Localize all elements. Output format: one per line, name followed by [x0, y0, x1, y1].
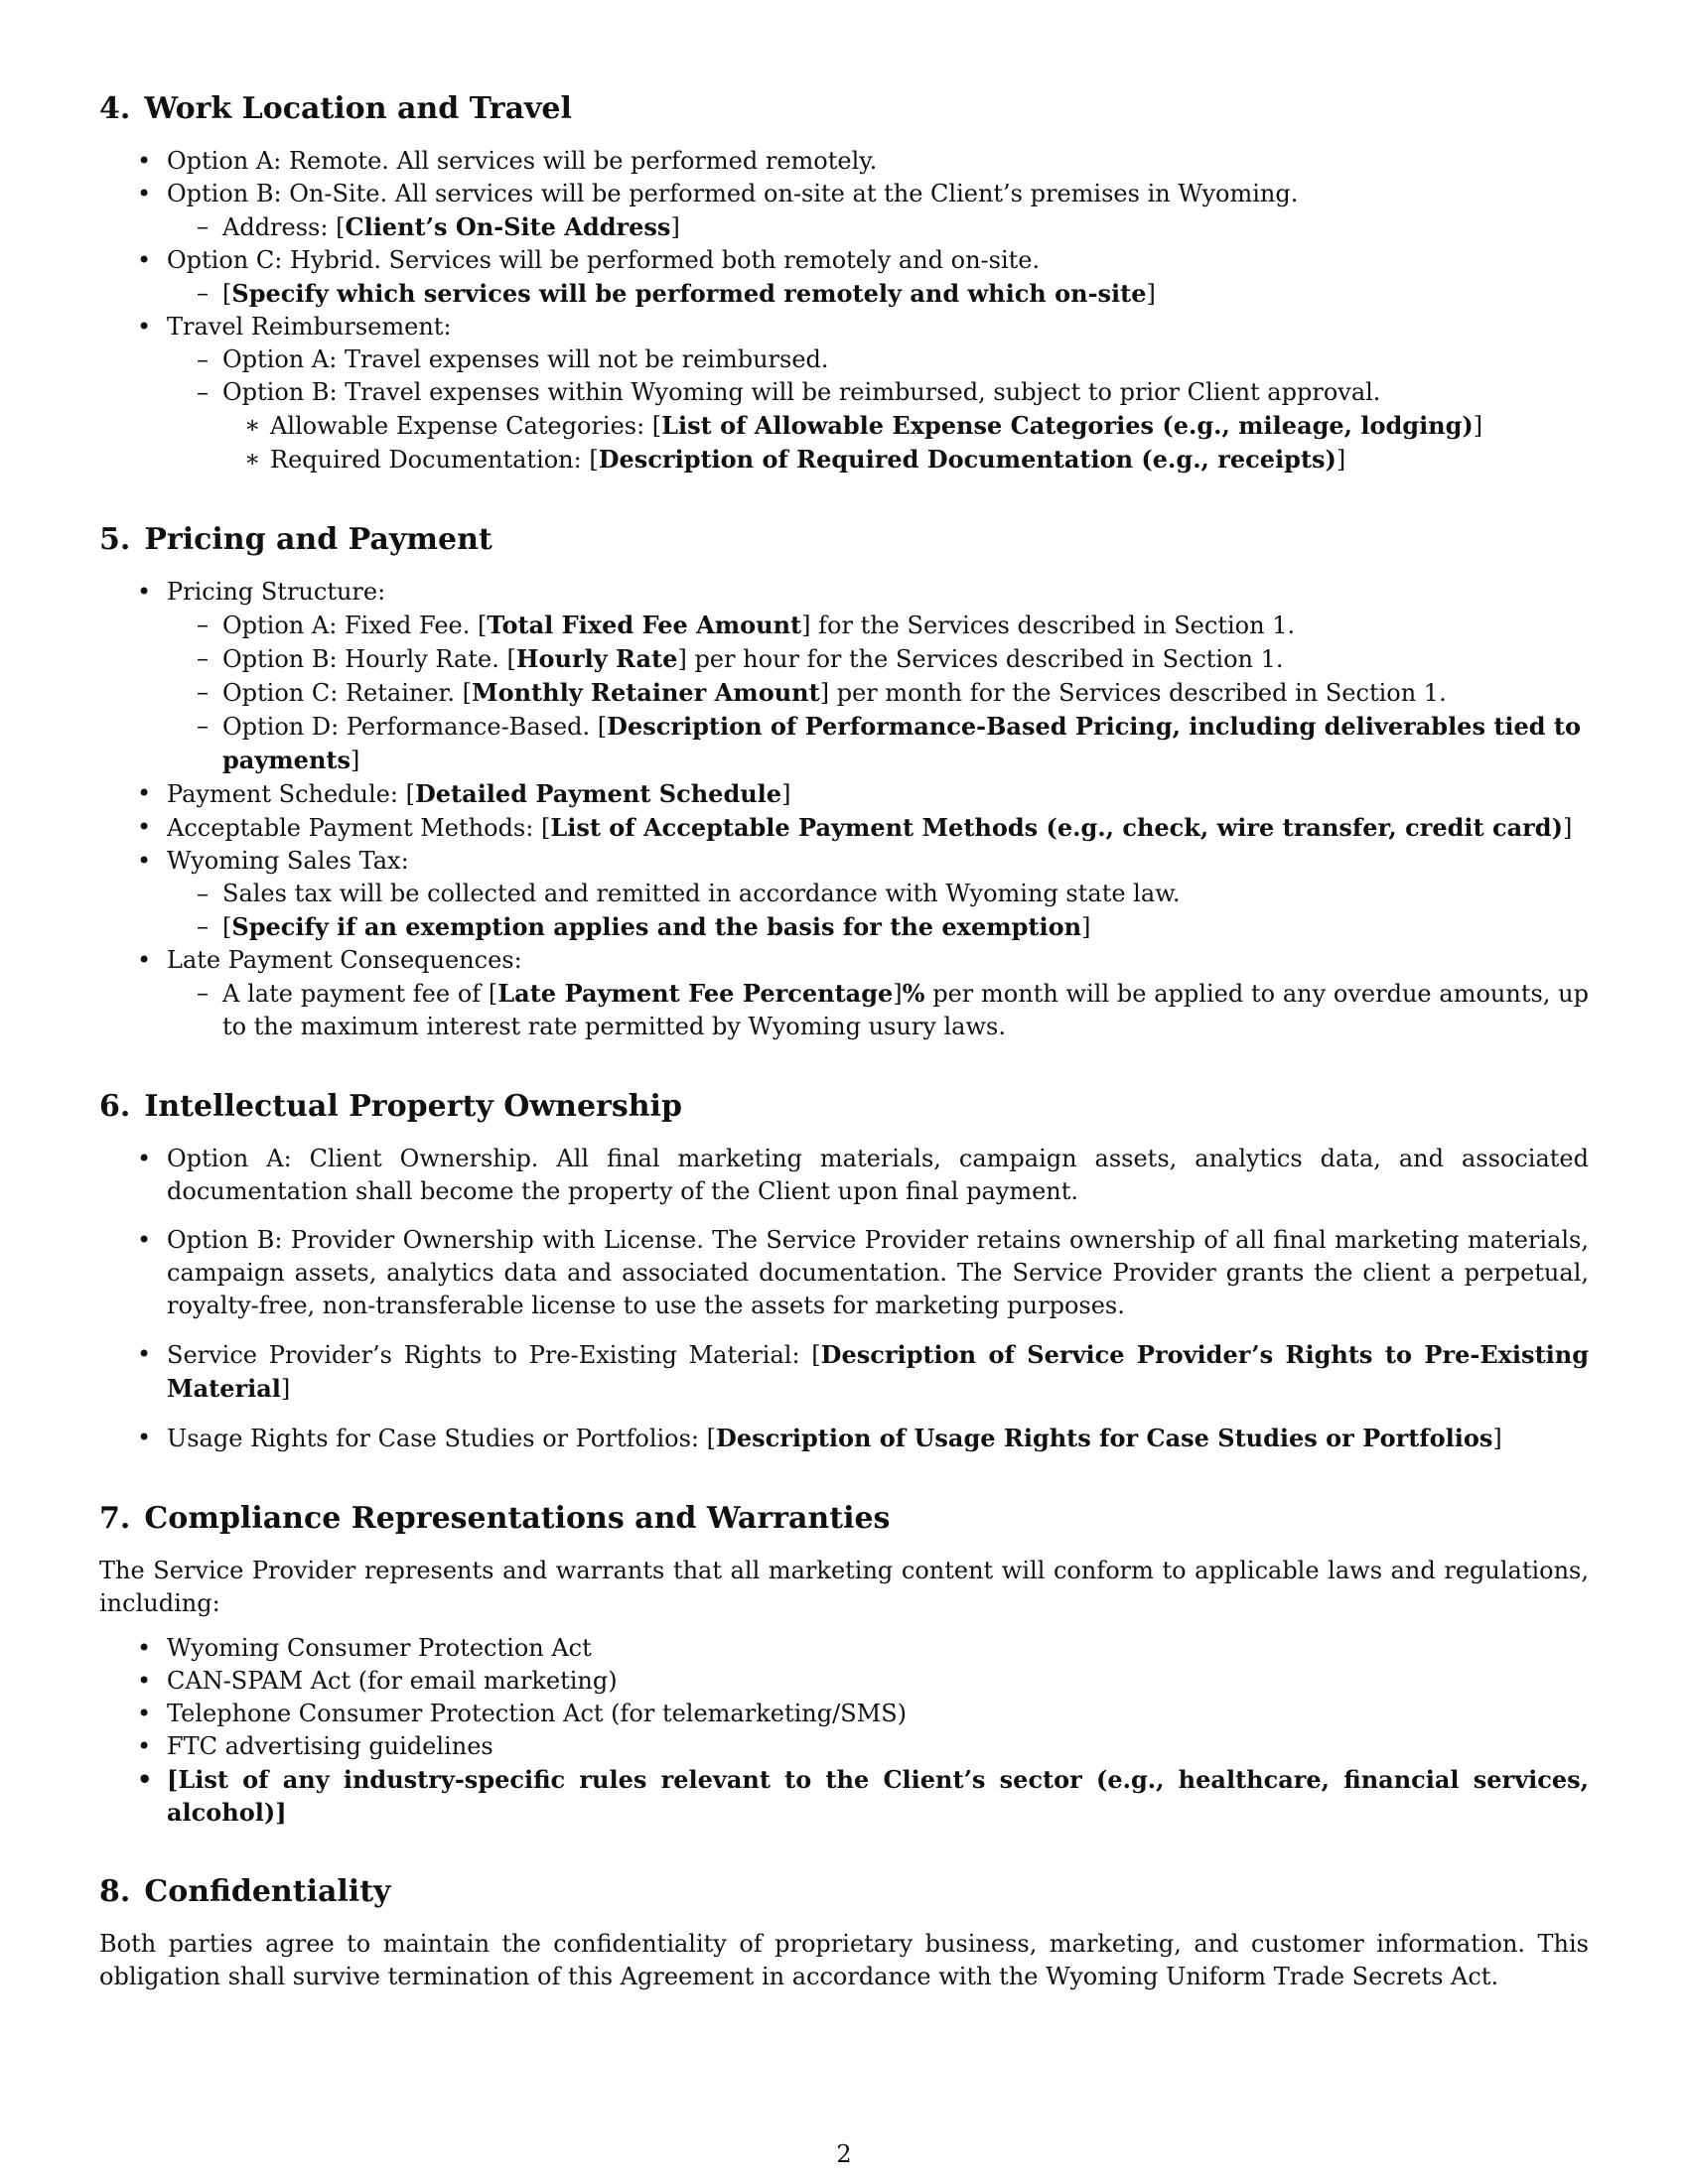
sub-list	[167, 609, 1589, 777]
list-item	[99, 311, 1589, 477]
section-work-location	[99, 91, 1589, 477]
section-title: Intellectual Property Ownership	[144, 1089, 682, 1124]
section-title: Compliance Representations and Warranties	[144, 1501, 891, 1536]
list-item-text: Wyoming Sales Tax:	[167, 847, 409, 875]
bullet-list	[99, 1143, 1589, 1455]
list-item-text: Option C: Hybrid. Services will be performed both remotely and on-site.	[167, 246, 1041, 274]
placeholder-field: Client’s On-Site Address	[345, 212, 671, 241]
sub-list	[167, 977, 1589, 1043]
section-heading	[99, 1874, 1589, 1910]
section-number: 5.	[99, 522, 131, 557]
sub-list-item: – Address: [Client’s On-Site Address]	[167, 210, 1589, 244]
list-item: • Acceptable Payment Methods: [List of Acceptable Payment Methods (e.g., check, wire transfer, credit card)]	[99, 811, 1589, 845]
sub-list-item: – Option A: Fixed Fee. [Total Fixed Fee Amount] for the Services described in Section 1.	[167, 609, 1589, 642]
list-item: • Service Provider’s Rights to Pre-Existing Material: [Description of Service Provider’s Rights to Pre-Existing Material]	[99, 1338, 1589, 1406]
section-heading	[99, 522, 1589, 558]
placeholder-field: Description of Usage Rights for Case Studies or Portfolios	[716, 1424, 1493, 1452]
placeholder-field: List of Acceptable Payment Methods (e.g., check, wire transfer, credit card)	[550, 813, 1563, 842]
section-heading	[99, 91, 1589, 127]
sub-sub-list-item: ∗ Allowable Expense Categories: [List of Allowable Expense Categories (e.g., mileage, lodging)]	[222, 409, 1589, 443]
sub-list	[167, 210, 1589, 244]
placeholder-field: List of any industry-specific rules relevant to the Client’s sector (e.g., healthcare, financial services, alcohol)	[167, 1765, 1589, 1827]
item-label: Required Documentation:	[270, 446, 590, 474]
sub-sub-list-item: ∗ Required Documentation: [Description of Required Documentation (e.g., receipts)]	[222, 443, 1589, 477]
list-item-text: Option B: Travel expenses within Wyoming will be reimbursed, subject to prior Client approval.	[222, 378, 1381, 406]
section-number: 8.	[99, 1874, 131, 1909]
bullet-list	[99, 145, 1589, 477]
sub-sub-list	[222, 409, 1589, 477]
placeholder-field: Specify if an exemption applies and the basis for the exemption	[231, 912, 1082, 941]
percent-sign: %	[902, 979, 925, 1008]
list-item	[99, 576, 1589, 777]
item-label: Usage Rights for Case Studies or Portfolios:	[167, 1425, 707, 1452]
item-text: for the Services described in Section 1.	[810, 612, 1296, 639]
list-item-text: Option B: On-Site. All services will be performed on-site at the Client’s premises in Wyoming.	[167, 180, 1299, 207]
placeholder-field: List of Allowable Expense Categories (e.g., mileage, lodging)	[661, 411, 1474, 440]
bullet-list	[99, 576, 1589, 1043]
list-item: • Option B: Provider Ownership with License. The Service Provider retains ownership of all final marketing materials, campaign assets, analytics data and associated documentation. The Service Provider grants the client a perpetual, royalty-free, non-transferable license to use the assets for marketing purposes.	[99, 1224, 1589, 1322]
list-item: • Option A: Client Ownership. All final marketing materials, campaign assets, analytics data, and associated documentation shall become the property of the Client upon final payment.	[99, 1143, 1589, 1208]
list-item-text: Pricing Structure:	[167, 578, 386, 606]
item-label: Payment Schedule:	[167, 780, 406, 808]
section-intellectual-property	[99, 1089, 1589, 1455]
placeholder-field: Detailed Payment Schedule	[414, 779, 782, 808]
item-label: A late payment fee of	[222, 980, 489, 1008]
section-title: Work Location and Travel	[144, 91, 572, 126]
placeholder-field: Total Fixed Fee Amount	[487, 611, 802, 639]
sub-list-item: – Option B: Hourly Rate. [Hourly Rate] per hour for the Services described in Section 1.	[167, 642, 1589, 676]
placeholder-field: Description of Service Provider’s Rights to Pre-Existing Material	[167, 1340, 1589, 1403]
placeholder-field: Late Payment Fee Percentage	[497, 979, 894, 1008]
list-item: • Wyoming Consumer Protection Act	[99, 1632, 1589, 1665]
sub-list-item: – Sales tax will be collected and remitted in accordance with Wyoming state law.	[167, 878, 1589, 910]
section-confidentiality	[99, 1874, 1589, 1993]
item-text: per month will be applied to any overdue amounts, up to the maximum interest rate permitted by Wyoming usury laws.	[222, 980, 1589, 1040]
list-item: • CAN-SPAM Act (for email marketing)	[99, 1665, 1589, 1698]
sub-list-item: – Option A: Travel expenses will not be reimbursed.	[167, 343, 1589, 376]
item-text: per month for the Services described in Section 1.	[829, 679, 1447, 707]
section-title: Pricing and Payment	[144, 522, 492, 557]
item-label: Address:	[222, 213, 337, 241]
placeholder-field: Description of Performance-Based Pricing, including deliverables tied to payments	[222, 712, 1582, 774]
list-item	[99, 244, 1589, 311]
section-number: 6.	[99, 1089, 131, 1124]
list-item	[99, 944, 1589, 1043]
section-heading	[99, 1501, 1589, 1537]
page-number: 2	[836, 2140, 852, 2168]
document-page	[99, 91, 1589, 2039]
sub-list-item: – [Specify if an exemption applies and the basis for the exemption]	[167, 910, 1589, 944]
section-body: Both parties agree to maintain the confidentiality of proprietary business, marketing, and customer information. This obligation shall survive termination of this Agreement in accordance with the Wyoming Uniform Trade Secrets Act.	[99, 1930, 1589, 1990]
list-item-text: Late Payment Consequences:	[167, 946, 522, 974]
sub-list-item: – A late payment fee of [Late Payment Fee Percentage]% per month will be applied to any overdue amounts, up to the maximum interest rate permitted by Wyoming usury laws.	[167, 977, 1589, 1043]
list-item	[99, 845, 1589, 944]
sub-list	[167, 277, 1589, 311]
list-item-text: Travel Reimbursement:	[167, 313, 452, 341]
section-title: Confidentiality	[144, 1874, 391, 1909]
list-item: • Usage Rights for Case Studies or Portfolios: [Description of Usage Rights for Case Studies or Portfolios]	[99, 1422, 1589, 1455]
placeholder-field: Specify which services will be performed remotely and which on-site	[231, 279, 1147, 308]
list-item: • Payment Schedule: [Detailed Payment Schedule]	[99, 777, 1589, 811]
section-pricing-payment	[99, 522, 1589, 1043]
list-item: • [List of any industry-specific rules relevant to the Client’s sector (e.g., healthcare, financial services, alcohol)]	[99, 1763, 1589, 1829]
section-compliance	[99, 1501, 1589, 1829]
sub-list-item	[167, 376, 1589, 477]
section-intro: The Service Provider represents and warrants that all marketing content will conform to applicable laws and regulations, including:	[99, 1557, 1589, 1617]
sub-list-item: – Option C: Retainer. [Monthly Retainer Amount] per month for the Services described in Section 1.	[167, 676, 1589, 710]
item-label: Option D: Performance-Based.	[222, 713, 598, 741]
list-item	[99, 178, 1589, 244]
list-item: • Option A: Remote. All services will be performed remotely.	[99, 145, 1589, 178]
item-label: Allowable Expense Categories:	[270, 412, 652, 440]
sub-list	[167, 878, 1589, 944]
placeholder-field: Description of Required Documentation (e.g., receipts)	[598, 445, 1336, 474]
item-label: Service Provider’s Rights to Pre-Existing Material:	[167, 1341, 812, 1369]
section-number: 4.	[99, 91, 131, 126]
placeholder-field: Hourly Rate	[515, 644, 678, 673]
item-label: Option C: Retainer.	[222, 679, 463, 707]
sub-list	[167, 343, 1589, 477]
item-label: Option A: Fixed Fee.	[222, 612, 479, 639]
sub-list-item: – [Specify which services will be performed remotely and which on-site]	[167, 277, 1589, 311]
item-label: Option B: Hourly Rate.	[222, 645, 507, 673]
sub-list-item: – Option D: Performance-Based. [Description of Performance-Based Pricing, including deliverables tied to payments]	[167, 710, 1589, 777]
item-text: per hour for the Services described in Section 1.	[686, 645, 1284, 673]
list-item: • FTC advertising guidelines	[99, 1730, 1589, 1763]
bullet-list	[99, 1632, 1589, 1829]
placeholder-field: Monthly Retainer Amount	[472, 678, 820, 707]
item-label: Acceptable Payment Methods:	[167, 814, 541, 842]
section-number: 7.	[99, 1501, 131, 1536]
list-item: • Telephone Consumer Protection Act (for telemarketing/SMS)	[99, 1698, 1589, 1730]
section-heading	[99, 1089, 1589, 1125]
